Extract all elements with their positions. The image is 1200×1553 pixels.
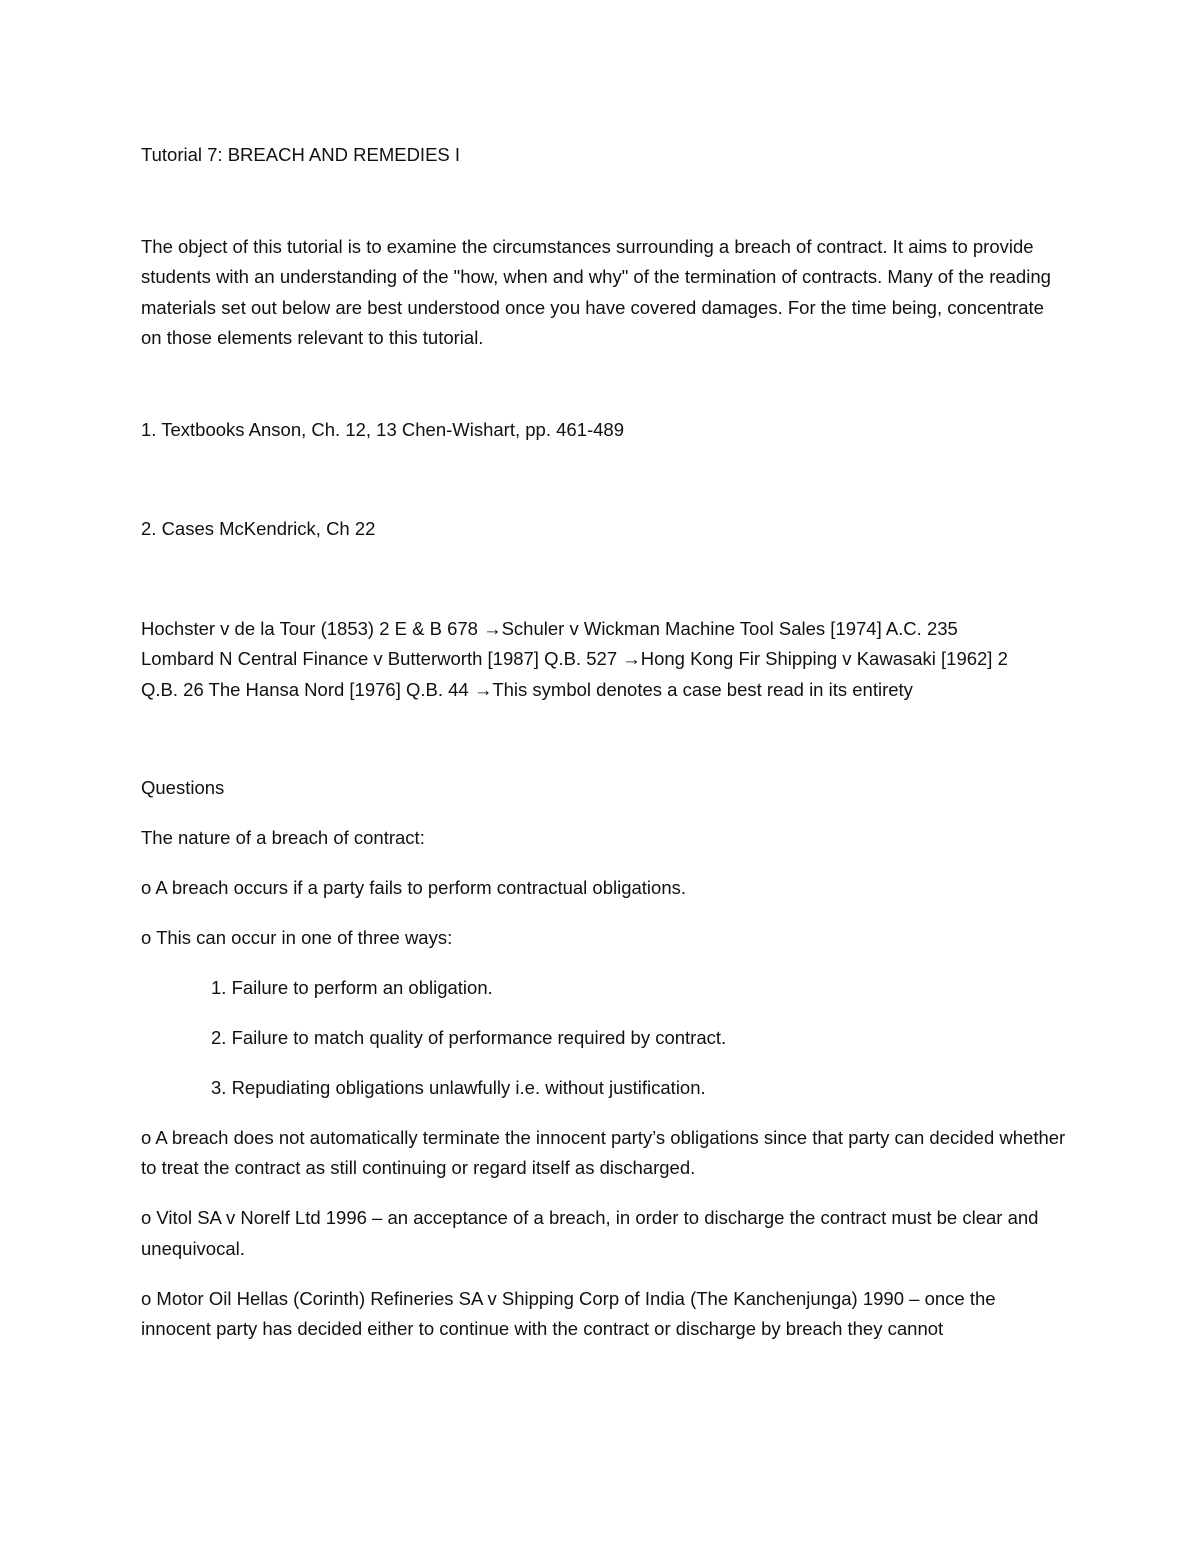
document-title: Tutorial 7: BREACH AND REMEDIES I <box>141 144 461 165</box>
cases-list <box>141 614 1066 706</box>
bullet-item: o Vitol SA v Norelf Ltd 1996 – an acceptance of a breach, in order to discharge the contract must be clear and unequivocal. <box>141 1207 1039 1259</box>
bullet-item: o This can occur in one of three ways: <box>141 926 453 948</box>
way-item: 3. Repudiating obligations unlawfully i.e. without justification. <box>211 1076 706 1098</box>
bullet-item: o A breach does not automatically terminate the innocent party’s obligations since that party can decided whether to treat the contract as still continuing or regard itself as discharged. <box>141 1126 1066 1178</box>
bullet-item: o Motor Oil Hellas (Corinth) Refineries SA v Shipping Corp of India (The Kanchenjunga) 1990 – once the innocent party has decided either to continue with the contract or discharge by breach they cannot <box>141 1287 996 1339</box>
cases-line: Hochster v de la Tour (1853) 2 E & B 678 →Schuler v Wickman Machine Tool Sales [1974] A.C. 235 <box>141 617 958 639</box>
questions-heading: Questions <box>141 777 225 798</box>
document-body <box>141 140 1066 1364</box>
bullet-item: o A breach occurs if a party fails to perform contractual obligations. <box>141 876 687 898</box>
way-item: 1. Failure to perform an obligation. <box>211 976 493 998</box>
cases-heading: 2. Cases McKendrick, Ch 22 <box>141 518 376 539</box>
way-item: 2. Failure to match quality of performance required by contract. <box>211 1026 727 1048</box>
nature-heading: The nature of a breach of contract: <box>141 826 425 848</box>
cases-line: Q.B. 26 The Hansa Nord [1976] Q.B. 44 →This symbol denotes a case best read in its entirety <box>141 678 913 700</box>
intro-paragraph: The object of this tutorial is to examine the circumstances surrounding a breach of contract. It aims to provide students with an understanding of the "how, when and why" of the termination of contracts. Many of the reading materials set out below are best understood once you have covered damages. For the time being, concentrate on those elements relevant to this tutorial. <box>141 235 1051 348</box>
cases-line: Lombard N Central Finance v Butterworth [1987] Q.B. 527 →Hong Kong Fir Shipping v Kawasaki [1962] 2 <box>141 648 1008 669</box>
textbooks-item: 1. Textbooks Anson, Ch. 12, 13 Chen-Wishart, pp. 461-489 <box>141 418 625 440</box>
